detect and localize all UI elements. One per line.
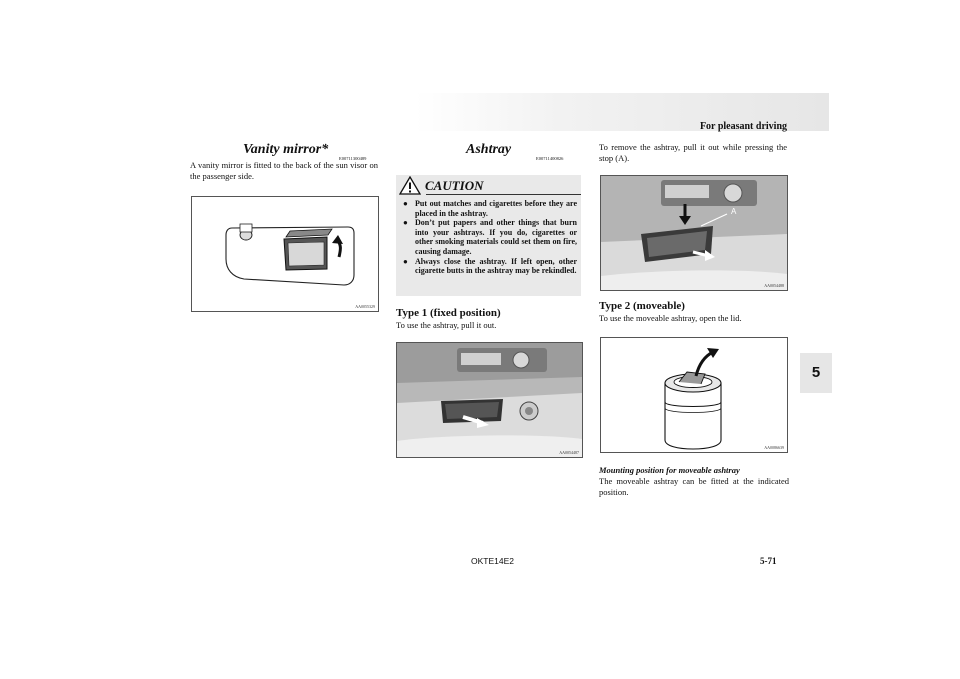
page-number: 5-71 — [760, 556, 777, 566]
caution-list — [403, 199, 577, 276]
stop-label-a: A — [731, 207, 737, 216]
vanity-text: A vanity mirror is fitted to the back of the sun visor on the passenger side. — [190, 160, 378, 181]
caution-item: ● Put out matches and cigarettes before they are placed in the ashtray. — [403, 199, 577, 218]
bullet-icon: ● — [403, 256, 408, 266]
remove-ashtray-illustration — [601, 176, 787, 290]
vanity-title: Vanity mirror* — [243, 142, 329, 157]
type2-ashtray-figure — [600, 337, 788, 453]
vanity-figure-code: AA0055329 — [355, 304, 375, 309]
mounting-text: The moveable ashtray can be fitted at the indicated position. — [599, 476, 789, 497]
type2-text: To use the moveable ashtray, open the lid. — [599, 313, 742, 323]
caution-item: ● Don’t put papers and other things that burn into your ashtrays. If you do, cigarettes or other smoking materials could set them on fire, causing damage. — [403, 218, 577, 256]
type1-text: To use the ashtray, pull it out. — [396, 320, 497, 330]
warning-triangle-icon — [399, 176, 421, 195]
remove-figure-code: AA0054488 — [764, 283, 784, 288]
fixed-ashtray-illustration — [397, 343, 582, 457]
footer-code: OKTE14E2 — [471, 556, 514, 566]
caution-heading: CAUTION — [425, 178, 484, 193]
ashtray-title: Ashtray — [466, 142, 512, 157]
caution-rule — [426, 194, 581, 195]
bullet-icon: ● — [403, 218, 408, 228]
caution-item: ● Always close the ashtray. If left open, other cigarette butts in the ashtray may be rekindled. — [403, 256, 577, 276]
running-header: For pleasant driving — [699, 121, 787, 132]
vanity-code: E00711300489 — [339, 156, 367, 161]
remove-ashtray-figure — [600, 175, 788, 291]
ashtray-code: E00711400826 — [536, 156, 564, 161]
vanity-mirror-figure — [191, 196, 379, 312]
mounting-title: Mounting position for moveable ashtray — [599, 465, 740, 475]
type2-title: Type 2 (moveable) — [599, 300, 685, 312]
remove-text: To remove the ashtray, pull it out while pressing the stop (A). — [599, 142, 787, 163]
type1-ashtray-figure — [396, 342, 583, 458]
type2-figure-code: AA0086639 — [764, 445, 784, 450]
type1-figure-code: AA0054487 — [559, 450, 579, 455]
chapter-tab: 5 — [800, 353, 832, 393]
sun-visor-illustration — [192, 197, 378, 311]
type1-title: Type 1 (fixed position) — [396, 307, 501, 319]
bullet-icon: ● — [403, 199, 408, 208]
moveable-ashtray-illustration — [601, 338, 787, 452]
